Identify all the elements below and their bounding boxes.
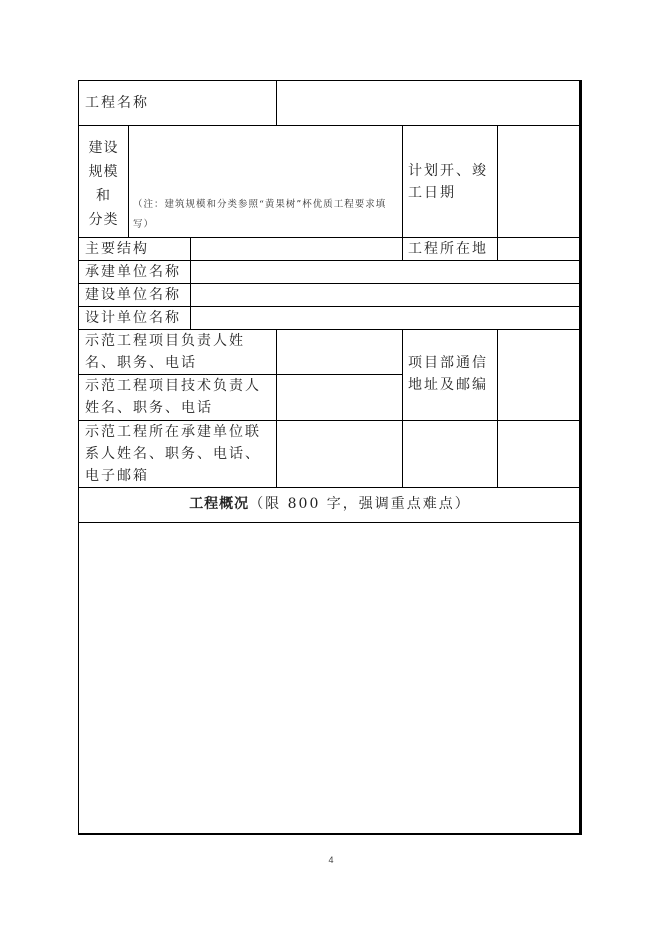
row-divider xyxy=(79,487,581,488)
project-name-label: 工程名称 xyxy=(85,95,149,111)
dept-address-field[interactable] xyxy=(498,329,581,420)
contractor-name-field[interactable] xyxy=(191,260,581,283)
scale-label-line: 和 xyxy=(96,188,111,204)
project-manager-field[interactable] xyxy=(277,329,402,374)
main-structure-field[interactable] xyxy=(191,237,402,260)
project-info-table xyxy=(78,80,582,835)
project-location-field[interactable] xyxy=(498,237,581,260)
project-location-label: 工程所在地 xyxy=(408,241,488,257)
page-number: 4 xyxy=(328,855,334,865)
project-name-field[interactable] xyxy=(277,81,581,125)
developer-name-label: 建设单位名称 xyxy=(85,287,181,303)
scale-label-line: 分类 xyxy=(88,212,119,228)
developer-name-field[interactable] xyxy=(191,283,581,306)
designer-name-field[interactable] xyxy=(191,306,581,329)
contact-extra-field-2[interactable] xyxy=(498,420,581,487)
scale-note: （注：建筑规模和分类参照“黄果树”杯优质工程要求填写） xyxy=(133,199,387,230)
contact-label: 示范工程所在承建单位联系人姓名、职务、电话、电子邮箱 xyxy=(85,424,261,484)
overview-title xyxy=(79,493,581,515)
tech-manager-label: 示范工程项目技术负责人姓名、职务、电话 xyxy=(85,378,261,416)
scale-label-line: 建设 xyxy=(88,140,119,156)
contact-field[interactable] xyxy=(277,420,402,487)
scale-label-line: 规模 xyxy=(88,164,119,180)
overview-title-note: （限 800 字，强调重点难点） xyxy=(249,496,471,512)
contractor-name-label: 承建单位名称 xyxy=(85,264,181,280)
col-divider xyxy=(402,125,403,260)
planned-dates-field[interactable] xyxy=(498,125,581,237)
overview-field[interactable] xyxy=(79,523,581,833)
main-structure-label: 主要结构 xyxy=(85,241,149,257)
contact-extra-field[interactable] xyxy=(403,420,497,487)
project-manager-label: 示范工程项目负责人姓名、职务、电话 xyxy=(85,333,245,371)
scale-label xyxy=(79,136,128,232)
dept-address-label: 项目部通信地址及邮编 xyxy=(408,355,488,393)
scale-field[interactable] xyxy=(129,125,402,195)
overview-title-main: 工程概况 xyxy=(189,496,250,512)
designer-name-label: 设计单位名称 xyxy=(85,310,181,326)
tech-manager-field[interactable] xyxy=(277,374,402,420)
planned-dates-label: 计划开、竣工日期 xyxy=(408,163,488,201)
